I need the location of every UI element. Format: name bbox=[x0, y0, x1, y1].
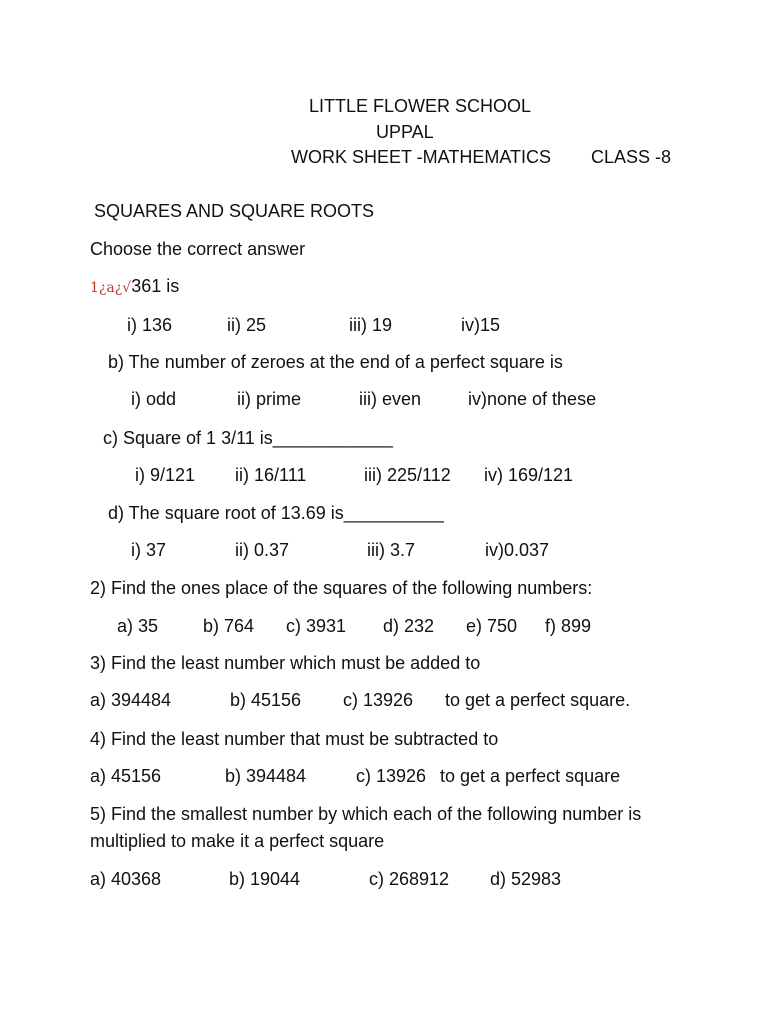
option: i) 37 bbox=[131, 540, 167, 560]
option: f) 899 bbox=[545, 616, 592, 636]
option: i) odd bbox=[131, 389, 177, 409]
option: ii) 0.37 bbox=[235, 540, 290, 560]
option: iii) 3.7 bbox=[367, 540, 416, 560]
option: d) 52983 bbox=[490, 869, 562, 889]
school-name: LITTLE FLOWER SCHOOL bbox=[309, 96, 532, 116]
option: ii) 16/111 bbox=[235, 465, 307, 485]
question-2: 2) Find the ones place of the squares of the following numbers: bbox=[90, 578, 593, 598]
question-3: 3) Find the least number which must be added to bbox=[90, 653, 481, 673]
question-1c: c) Square of 1 3/11 is____________ bbox=[103, 428, 393, 448]
option: i) 136 bbox=[127, 315, 173, 335]
question-5-line2: multiplied to make it a perfect square bbox=[90, 831, 385, 851]
option: a) 35 bbox=[117, 616, 159, 636]
option: c) 13926 bbox=[343, 690, 414, 710]
option-suffix: to get a perfect square bbox=[440, 766, 621, 786]
option: b) 394484 bbox=[225, 766, 307, 786]
option: ii) 25 bbox=[227, 315, 267, 335]
option: b) 764 bbox=[203, 616, 255, 636]
option: a) 40368 bbox=[90, 869, 162, 889]
option: d) 232 bbox=[383, 616, 435, 636]
garbled-prefix: 1¿a¿√ bbox=[90, 280, 132, 296]
option: i) 9/121 bbox=[135, 465, 196, 485]
option: iv)0.037 bbox=[485, 540, 550, 560]
question-1d: d) The square root of 13.69 is__________ bbox=[108, 503, 444, 523]
class-label: CLASS -8 bbox=[591, 147, 672, 167]
option: iv) 169/121 bbox=[484, 465, 574, 485]
option: iii) 19 bbox=[349, 315, 393, 335]
worksheet-title: WORK SHEET -MATHEMATICS bbox=[291, 147, 552, 167]
option: b) 45156 bbox=[230, 690, 302, 710]
question-5-line1: 5) Find the smallest number by which each of the following number is bbox=[90, 804, 642, 824]
option: c) 13926 bbox=[356, 766, 427, 786]
option: iii) even bbox=[359, 389, 422, 409]
school-place: UPPAL bbox=[376, 122, 434, 142]
option: iv)15 bbox=[461, 315, 501, 335]
option: a) 394484 bbox=[90, 690, 172, 710]
option: b) 19044 bbox=[229, 869, 301, 889]
question-1b: b) The number of zeroes at the end of a perfect square is bbox=[108, 352, 563, 372]
option: c) 3931 bbox=[286, 616, 347, 636]
option: iv)none of these bbox=[468, 389, 597, 409]
topic-heading: SQUARES AND SQUARE ROOTS bbox=[94, 201, 375, 221]
option: a) 45156 bbox=[90, 766, 162, 786]
option: iii) 225/112 bbox=[364, 465, 451, 485]
instruction: Choose the correct answer bbox=[90, 239, 306, 259]
option-suffix: to get a perfect square. bbox=[445, 690, 631, 710]
option: c) 268912 bbox=[369, 869, 450, 889]
question-1a bbox=[90, 275, 179, 299]
option: ii) prime bbox=[237, 389, 302, 409]
question-4: 4) Find the least number that must be subtracted to bbox=[90, 729, 499, 749]
question-text: 361 is bbox=[131, 276, 180, 296]
option: e) 750 bbox=[466, 616, 518, 636]
